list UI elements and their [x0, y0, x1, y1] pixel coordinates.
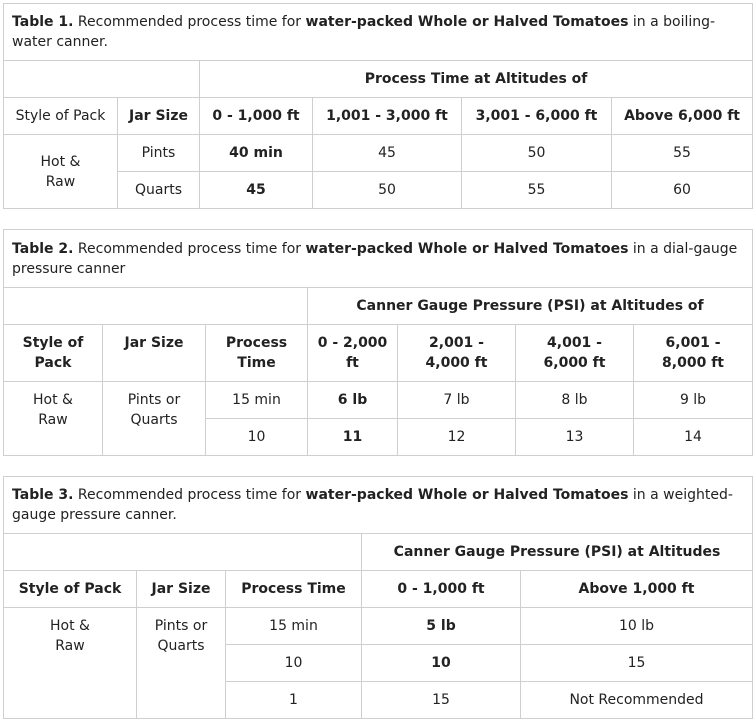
column-header: [634, 325, 753, 382]
jar-size-cell: Pints: [118, 135, 200, 172]
value-cell: 6 lb: [308, 382, 398, 419]
column-header: Style of Pack: [4, 98, 118, 135]
column-header-text: 2,001 - 4,000 ft: [425, 335, 488, 371]
value-cell: 7 lb: [398, 382, 516, 419]
caption-text-end: in a dial-gauge pressure canner: [12, 240, 738, 277]
value-cell: 14: [634, 419, 753, 456]
caption-label: Table 2.: [12, 240, 74, 257]
table-row: [4, 135, 753, 172]
column-header: 3,001 - 6,000 ft: [462, 98, 612, 135]
caption-text: Recommended process time for: [73, 240, 306, 257]
table-1: [3, 3, 753, 209]
column-header: 0 - 2,000 ft: [308, 325, 398, 382]
value-cell: 45: [313, 135, 462, 172]
process-time-cell: 15 min: [226, 608, 362, 645]
value-cell: 40 min: [200, 135, 313, 172]
style-of-pack-text: Hot & Raw: [40, 153, 81, 190]
column-header: Above 1,000 ft: [521, 571, 753, 608]
column-header: 0 - 1,000 ft: [362, 571, 521, 608]
process-time-cell: 10: [206, 419, 308, 456]
process-time-cell: 10: [226, 645, 362, 682]
table-2-caption: [4, 230, 753, 288]
value-cell: 15: [362, 682, 521, 719]
table-3: [3, 476, 753, 719]
jar-size-cell: [103, 382, 206, 456]
caption-text: Recommended process time for: [73, 487, 306, 503]
column-header: Jar Size: [103, 325, 206, 382]
column-header: Process Time: [226, 571, 362, 608]
value-cell: 45: [200, 172, 313, 209]
value-cell: 8 lb: [516, 382, 634, 419]
value-cell: 60: [612, 172, 753, 209]
value-cell: 50: [462, 135, 612, 172]
value-cell: Not Recommended: [521, 682, 753, 719]
column-header-text: 4,001 - 6,000 ft: [543, 335, 606, 371]
caption-label: Table 3.: [12, 487, 74, 503]
column-header: Above 6,000 ft: [612, 98, 753, 135]
value-cell: 10: [362, 645, 521, 682]
value-cell: 9 lb: [634, 382, 753, 419]
column-header: Jar Size: [137, 571, 226, 608]
group-header: Process Time at Altitudes of: [200, 61, 753, 98]
caption-text-end: in a weighted-gauge pressure canner.: [12, 487, 733, 523]
value-cell: 5 lb: [362, 608, 521, 645]
table-2: [3, 229, 753, 456]
style-of-pack-text: Hot & Raw: [50, 618, 90, 654]
style-of-pack-cell: [4, 608, 137, 719]
column-header: Style of Pack: [4, 325, 103, 382]
column-header: Jar Size: [118, 98, 200, 135]
table-2-block: [3, 229, 752, 456]
column-header: 0 - 1,000 ft: [200, 98, 313, 135]
table-3-block: [3, 476, 752, 719]
column-header: [516, 325, 634, 382]
jar-size-cell: Quarts: [118, 172, 200, 209]
value-cell: 55: [612, 135, 753, 172]
caption-bold-text: water-packed Whole or Halved Tomatoes: [305, 14, 629, 30]
column-header: [398, 325, 516, 382]
table-1-block: [3, 3, 752, 209]
column-header-text: 6,001 - 8,000 ft: [662, 335, 724, 371]
value-cell: 55: [462, 172, 612, 209]
table-row: [4, 608, 753, 645]
empty-header-cell: [4, 534, 362, 571]
table-row: [4, 382, 753, 419]
group-header: Canner Gauge Pressure (PSI) at Altitudes: [362, 534, 753, 571]
value-cell: 50: [313, 172, 462, 209]
style-of-pack-text: Hot & Raw: [33, 392, 73, 428]
process-time-cell: 1: [226, 682, 362, 719]
column-header: Process Time: [206, 325, 308, 382]
jar-size-text: Pints or Quarts: [154, 618, 208, 654]
caption-label: Table 1.: [12, 14, 74, 30]
value-cell: 11: [308, 419, 398, 456]
value-cell: 10 lb: [521, 608, 753, 645]
value-cell: 12: [398, 419, 516, 456]
caption-text: Recommended process time for: [73, 14, 306, 30]
empty-header-cell: [4, 61, 200, 98]
table-3-caption: [4, 477, 753, 534]
group-header: Canner Gauge Pressure (PSI) at Altitudes of: [308, 288, 753, 325]
style-of-pack-cell: [4, 135, 118, 209]
table-1-caption: [4, 4, 753, 61]
jar-size-text: Pints or Quarts: [127, 392, 181, 428]
caption-bold-text: water-packed Whole or Halved Tomatoes: [305, 240, 629, 257]
column-header: 1,001 - 3,000 ft: [313, 98, 462, 135]
column-header: Style of Pack: [4, 571, 137, 608]
caption-text-end: in a boiling-water canner.: [12, 14, 716, 50]
empty-header-cell: [4, 288, 308, 325]
jar-size-cell: [137, 608, 226, 719]
caption-bold-text: water-packed Whole or Halved Tomatoes: [305, 487, 629, 503]
style-of-pack-cell: [4, 382, 103, 456]
process-time-cell: 15 min: [206, 382, 308, 419]
value-cell: 15: [521, 645, 753, 682]
value-cell: 13: [516, 419, 634, 456]
